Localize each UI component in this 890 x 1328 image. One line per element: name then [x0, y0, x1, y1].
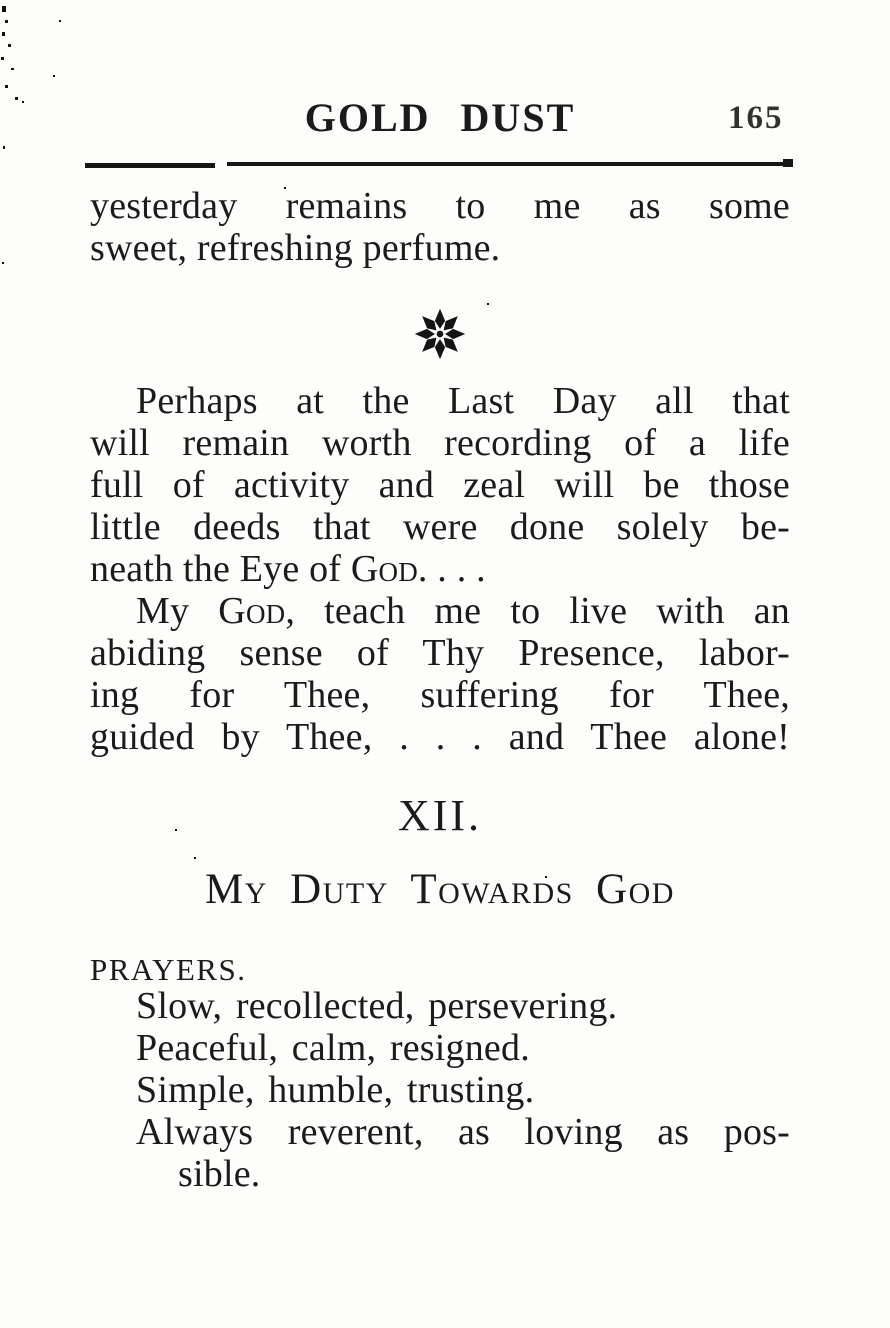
scan-speckle — [487, 303, 489, 305]
scan-speckle — [5, 20, 8, 23]
text-line: will remain worth recording of a life — [90, 422, 790, 464]
scan-speckle — [5, 85, 8, 88]
scan-speckle — [3, 146, 5, 149]
scan-speckle — [53, 75, 55, 77]
small-caps-text: God — [218, 590, 286, 632]
small-caps-text: My Duty Towards God — [205, 866, 675, 913]
paragraph-last-day — [90, 380, 790, 590]
paragraph-intro — [90, 185, 790, 269]
header-rule-right — [227, 162, 793, 166]
eight-pointed-star-ornament-icon — [412, 306, 468, 362]
list-item: Peaceful, calm, resigned. — [136, 1027, 530, 1069]
list-item: sible. — [178, 1153, 261, 1195]
text-line: ing for Thee, suffering for Thee, — [90, 674, 790, 716]
scan-speckle — [59, 20, 61, 22]
scan-speckle — [2, 6, 6, 12]
prayers-heading: PRAYERS. — [90, 952, 247, 987]
text-line: little deeds that were done solely be- — [90, 506, 790, 548]
paragraph-my-god — [90, 590, 790, 758]
header-rule-left — [85, 163, 215, 168]
list-item: Always reverent, as loving as pos- — [136, 1111, 790, 1153]
text-line: neath the Eye of God. . . . — [90, 548, 486, 590]
scan-speckle — [15, 97, 18, 100]
list-item: Slow, recollected, persevering. — [136, 985, 618, 1027]
header-rule-end — [783, 159, 793, 167]
section-divider — [90, 306, 790, 367]
text-line: sweet, refreshing perfume. — [90, 227, 501, 269]
scan-speckle — [2, 262, 4, 264]
chapter-number: XII. — [397, 791, 483, 840]
scan-speckle — [1, 57, 4, 60]
text-line: abiding sense of Thy Presence, labor- — [90, 632, 790, 674]
scan-speckle — [194, 857, 196, 859]
list-item: Simple, humble, trusting. — [136, 1069, 535, 1111]
scan-speckle — [11, 68, 14, 70]
text-line: Perhaps at the Last Day all that — [136, 380, 790, 422]
scan-speckle — [22, 101, 24, 103]
scan-speckle — [2, 32, 5, 36]
chapter-title — [90, 866, 790, 914]
text-line: yesterday remains to me as some — [90, 185, 790, 227]
text-line: My God, teach me to live with an — [136, 590, 790, 632]
page-number: 165 — [728, 100, 784, 136]
text-line: full of activity and zeal will be those — [90, 464, 790, 506]
text-line: guided by Thee, . . . and Thee alone! — [90, 716, 790, 758]
page-title: GOLD DUST — [304, 95, 576, 140]
small-caps-text: God — [350, 548, 418, 590]
scan-speckle — [8, 44, 11, 47]
prayer-list — [90, 985, 790, 1195]
